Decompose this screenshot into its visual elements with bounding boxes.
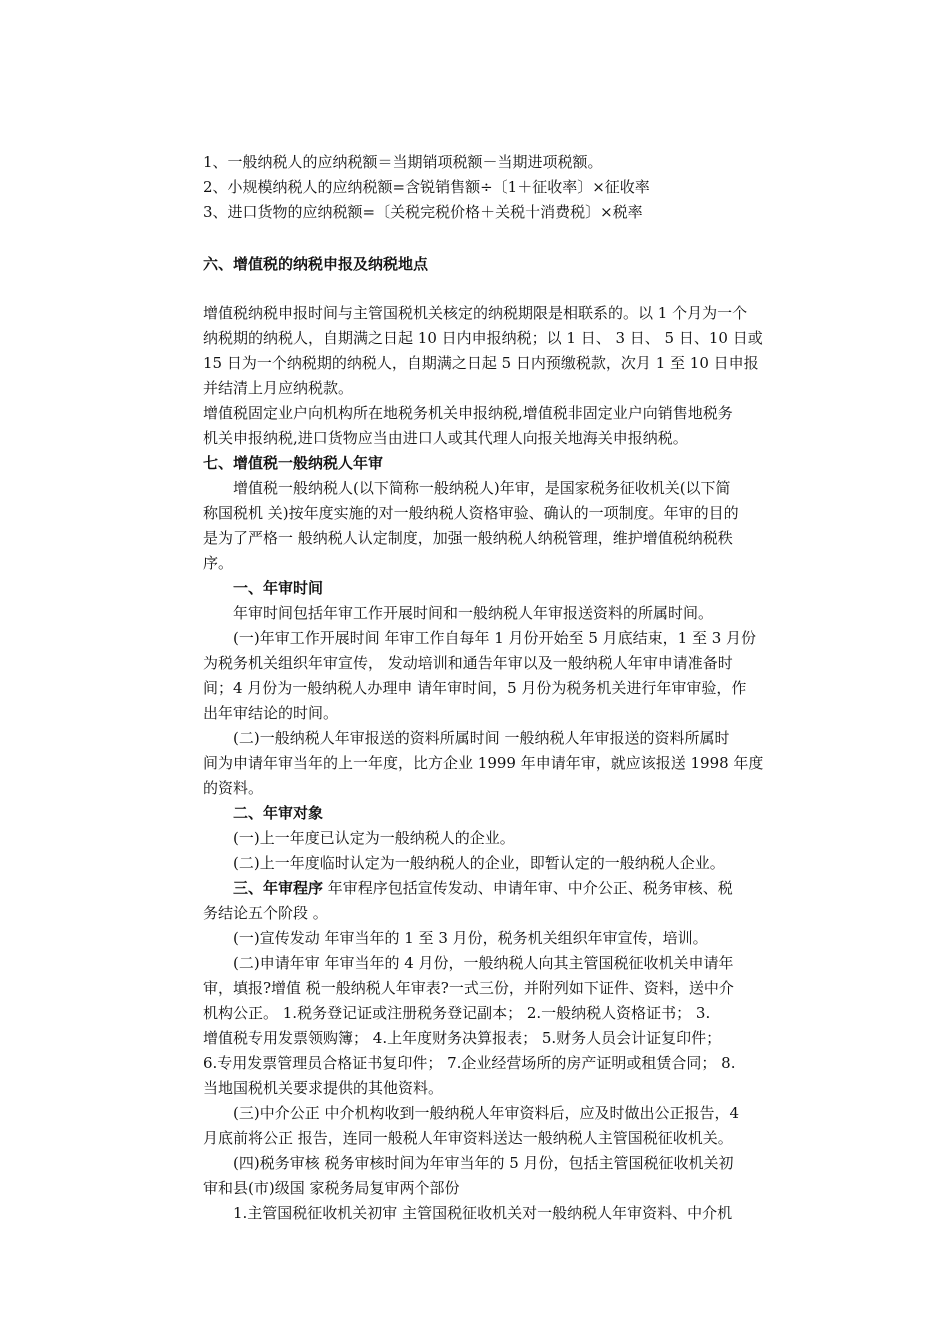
paragraph-line: 1.主管国税征收机关初审 主管国税征收机关对一般纳税人年审资料、中介机 [233, 1204, 733, 1222]
paragraph-line: 增值税纳税申报时间与主管国税机关核定的纳税期限是相联系的。以 1 个月为一个 [203, 304, 748, 322]
paragraph-line: (三)中介公正 中介机构收到一般纳税人年审资料后，应及时做出公正报告，4 [233, 1104, 740, 1122]
inline-text: 年审程序包括宣传发动、申请年审、中介公正、税务审核、税 [323, 879, 733, 897]
paragraph-line: (一)年审工作开展时间 年审工作自每年 1 月份开始至 5 月底结束，1 至 3 月份 [233, 629, 757, 647]
section-heading: 六、增值税的纳税申报及纳税地点 [203, 255, 429, 273]
paragraph-line: (一)上一年度已认定为一般纳税人的企业。 [233, 829, 515, 847]
subsection-heading: 二、年审对象 [233, 804, 324, 822]
paragraph-line: (四)税务审核 税务审核时间为年审当年的 5 月份，包括主管国税征收机关初 [233, 1154, 734, 1172]
paragraph-line: (二)一般纳税人年审报送的资料所属时间 一般纳税人年审报送的资料所属时 [233, 729, 730, 747]
paragraph-line: 增值税固定业户向机构所在地税务机关申报纳税,增值税非固定业户向销售地税务 [203, 404, 733, 422]
paragraph-line: 纳税期的纳税人，自期满之日起 10 日内申报纳税；以 1 日、 3 日、 5 日、10 日或 [203, 329, 763, 347]
paragraph-line: (一)宣传发动 年审当年的 1 至 3 月份，税务机关组织年审宣传，培训。 [233, 929, 708, 947]
section-heading: 七、增值税一般纳税人年审 [203, 454, 384, 472]
subsection-heading: 一、年审时间 [233, 579, 324, 597]
formula-line: 3、进口货物的应纳税额=〔关税完税价格＋关税十消费税〕×税率 [203, 203, 643, 221]
paragraph-line: 序。 [203, 554, 234, 572]
paragraph-line: 出年审结论的时间。 [203, 704, 339, 722]
paragraph-line: 机构公正。 1.税务登记证或注册税务登记副本； 2.一般纳税人资格证书； 3. [203, 1004, 711, 1022]
formula-line: 1、一般纳税人的应纳税额＝当期销项税额－当期进项税额。 [203, 153, 603, 171]
subsection-heading: 三、年审程序 [233, 879, 324, 897]
paragraph-line: (二)上一年度临时认定为一般纳税人的企业，即暂认定的一般纳税人企业。 [233, 854, 725, 872]
paragraph-line: 增值税一般纳税人(以下简称一般纳税人)年审，是国家税务征收机关(以下简 [233, 479, 731, 497]
paragraph-line: 为税务机关组织年审宣传， 发动培训和通告年审以及一般纳税人年审申请准备时 [203, 654, 733, 672]
paragraph-line: 审，填报?增值 税一般纳税人年审表?一式三份，并附列如下证件、资料，送中介 [203, 979, 734, 997]
paragraph-line: 审和县(市)级国 家税务局复审两个部份 [203, 1179, 460, 1197]
paragraph-line: 的资料。 [203, 779, 264, 797]
paragraph-line: 年审时间包括年审工作开展时间和一般纳税人年审报送资料的所属时间。 [233, 604, 714, 622]
paragraph-line: 机关申报纳税,进口货物应当由进口人或其代理人向报关地海关申报纳税。 [203, 429, 688, 447]
paragraph-line: 间；4 月份为一般纳税人办理申 请年审时间，5 月份为税务机关进行年审审验，作 [203, 679, 747, 697]
paragraph-line: 并结清上月应纳税款。 [203, 379, 354, 397]
paragraph-line [233, 876, 733, 900]
paragraph-line: 月底前将公正 报告，连同一般税人年审资料送达一般纳税人主管国税征收机关。 [203, 1129, 733, 1147]
paragraph-line: (二)申请年审 年审当年的 4 月份，一般纳税人向其主管国税征收机关申请年 [233, 954, 734, 972]
paragraph-line: 15 日为一个纳税期的纳税人，自期满之日起 5 日内预缴税款，次月 1 至 10 日申报 [203, 354, 759, 372]
paragraph-line: 是为了严格一 般纳税人认定制度，加强一般纳税人纳税管理，维护增值税纳税秩 [203, 529, 733, 547]
paragraph-line: 间为申请年审当年的上一年度，比方企业 1999 年申请年审，就应该报送 1998 年度 [203, 754, 764, 772]
paragraph-line: 务结论五个阶段 。 [203, 904, 328, 922]
paragraph-line: 称国税机 关)按年度实施的对一般纳税人资格审验、确认的一项制度。年审的目的 [203, 504, 739, 522]
formula-line: 2、小规模纳税人的应纳税额=含锐销售额÷〔1＋征收率〕×征收率 [203, 178, 650, 196]
paragraph-line: 当地国税机关要求提供的其他资料。 [203, 1079, 444, 1097]
paragraph-line: 增值税专用发票领购簿； 4.上年度财务决算报表； 5.财务人员会计证复印件； [203, 1029, 722, 1047]
paragraph-line: 6.专用发票管理员合格证书复印件； 7.企业经营场所的房产证明或租赁合同； 8. [203, 1054, 736, 1072]
